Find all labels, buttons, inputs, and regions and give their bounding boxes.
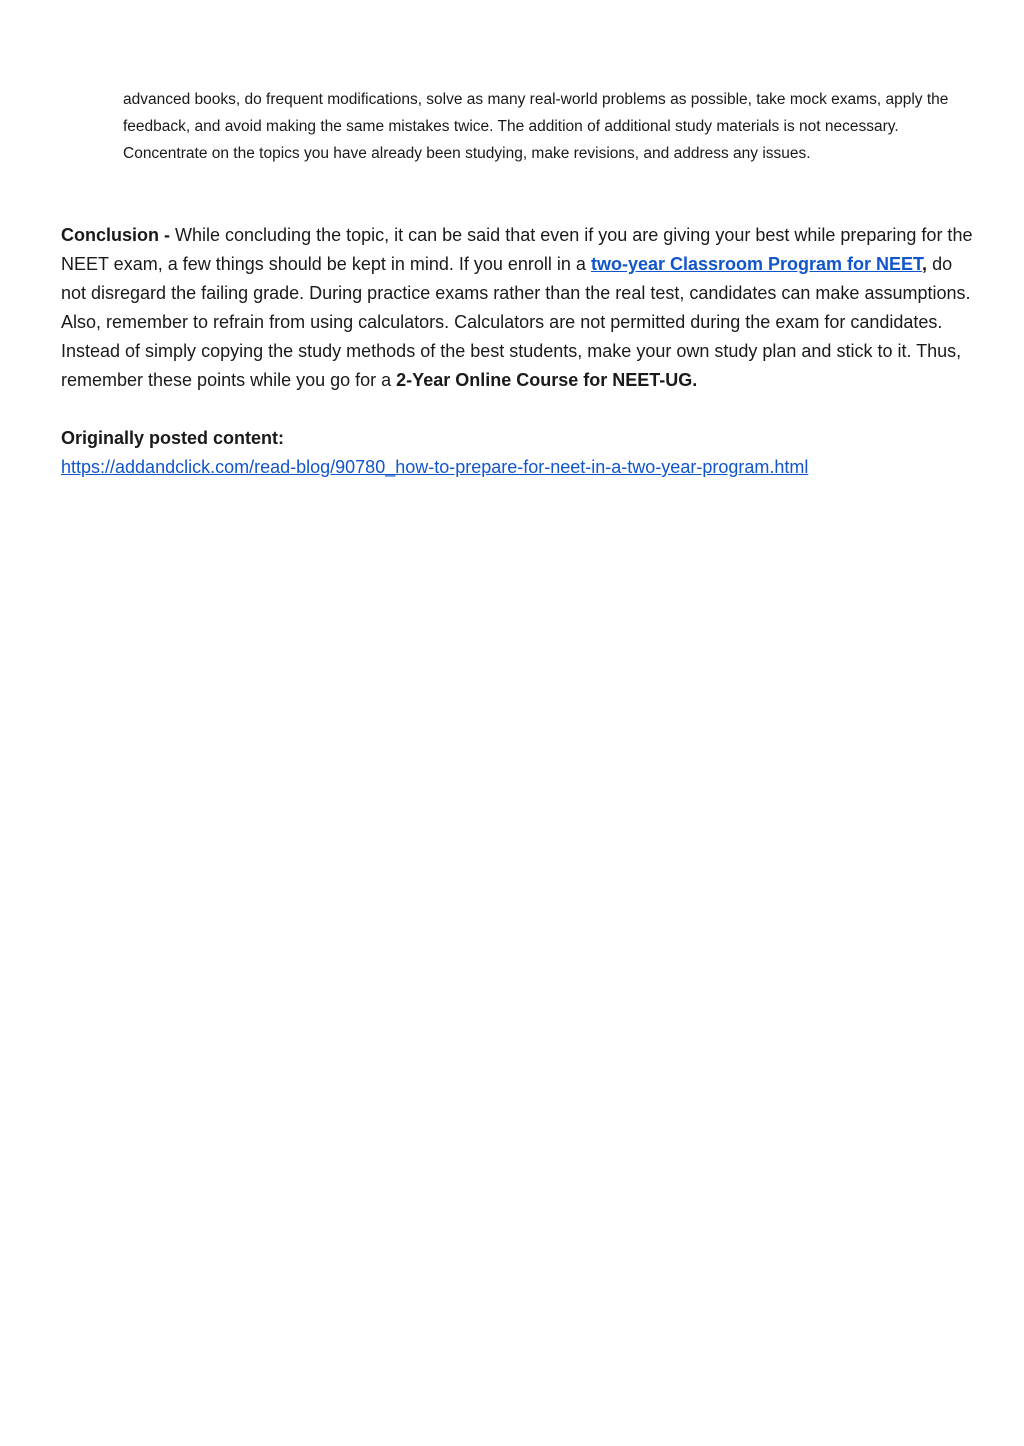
conclusion-comma: , (922, 254, 928, 274)
conclusion-label: Conclusion - (61, 225, 170, 245)
source-url-link[interactable]: https://addandclick.com/read-blog/90780_how-to-prepare-for-neet-in-a-two-year-program.html (61, 457, 809, 477)
originally-posted-label: Originally posted content: (61, 428, 285, 448)
source-link-line (61, 453, 808, 482)
conclusion-paragraph (61, 221, 981, 395)
conclusion-text-part-2: do not disregard the failing grade. During practice exams rather than the real test, candidates can make assumptions. Also, remember to refrain from using calculators. Calculators are not permitted during the exam for candidates. Instead of simply copying the study methods of the best students, make your own study plan and stick to it. Thus, remember these points while you go for a (61, 254, 971, 390)
conclusion-text-part-1: While concluding the topic, it can be said that even if you are giving your best while preparing for the NEET exam, a few things should be kept in mind. If you enroll in a (61, 225, 973, 274)
online-course-name: 2-Year Online Course for NEET-UG. (396, 370, 698, 390)
classroom-program-link[interactable]: two-year Classroom Program for NEET (590, 254, 923, 274)
intro-paragraph: advanced books, do frequent modifications, solve as many real-world problems as possible, take mock exams, apply the feedback, and avoid making the same mistakes twice. The addition of additional study materials is not necessary. Concentrate on the topics you have already been studying, make revisions, and address any issues. (123, 91, 949, 162)
